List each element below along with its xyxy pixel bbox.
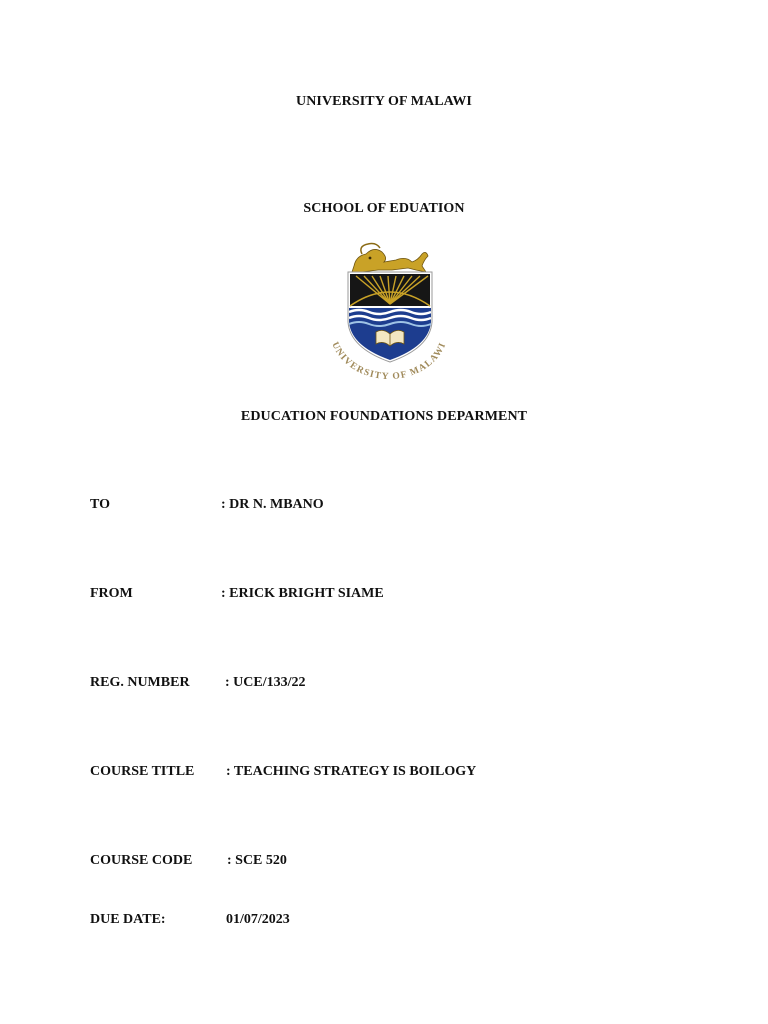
reg-number-label: REG. NUMBER [90,675,190,690]
lion-icon [352,244,428,273]
due-date-label: DUE DATE: [90,912,166,927]
to-value: : DR N. MBANO [221,497,324,512]
reg-number-value: : UCE/133/22 [225,675,306,690]
due-date-value: 01/07/2023 [226,912,290,927]
shield-icon [348,272,432,362]
from-label: FROM [90,586,133,601]
school-title: SCHOOL OF EDUATION [303,201,465,216]
course-title-label: COURSE TITLE [90,764,195,779]
university-title: UNIVERSITY OF MALAWI [296,94,472,109]
crest-ring-text: UNIVERSITY OF MALAWI [329,340,449,383]
department-title: EDUCATION FOUNDATIONS DEPARMENT [240,409,528,424]
from-value: : ERICK BRIGHT SIAME [221,586,384,601]
to-label: TO [90,497,110,512]
university-crest-icon [318,238,460,384]
course-title-value: : TEACHING STRATEGY IS BOILOGY [226,764,477,779]
course-code-value: : SCE 520 [227,853,287,868]
course-code-label: COURSE CODE [90,853,193,868]
